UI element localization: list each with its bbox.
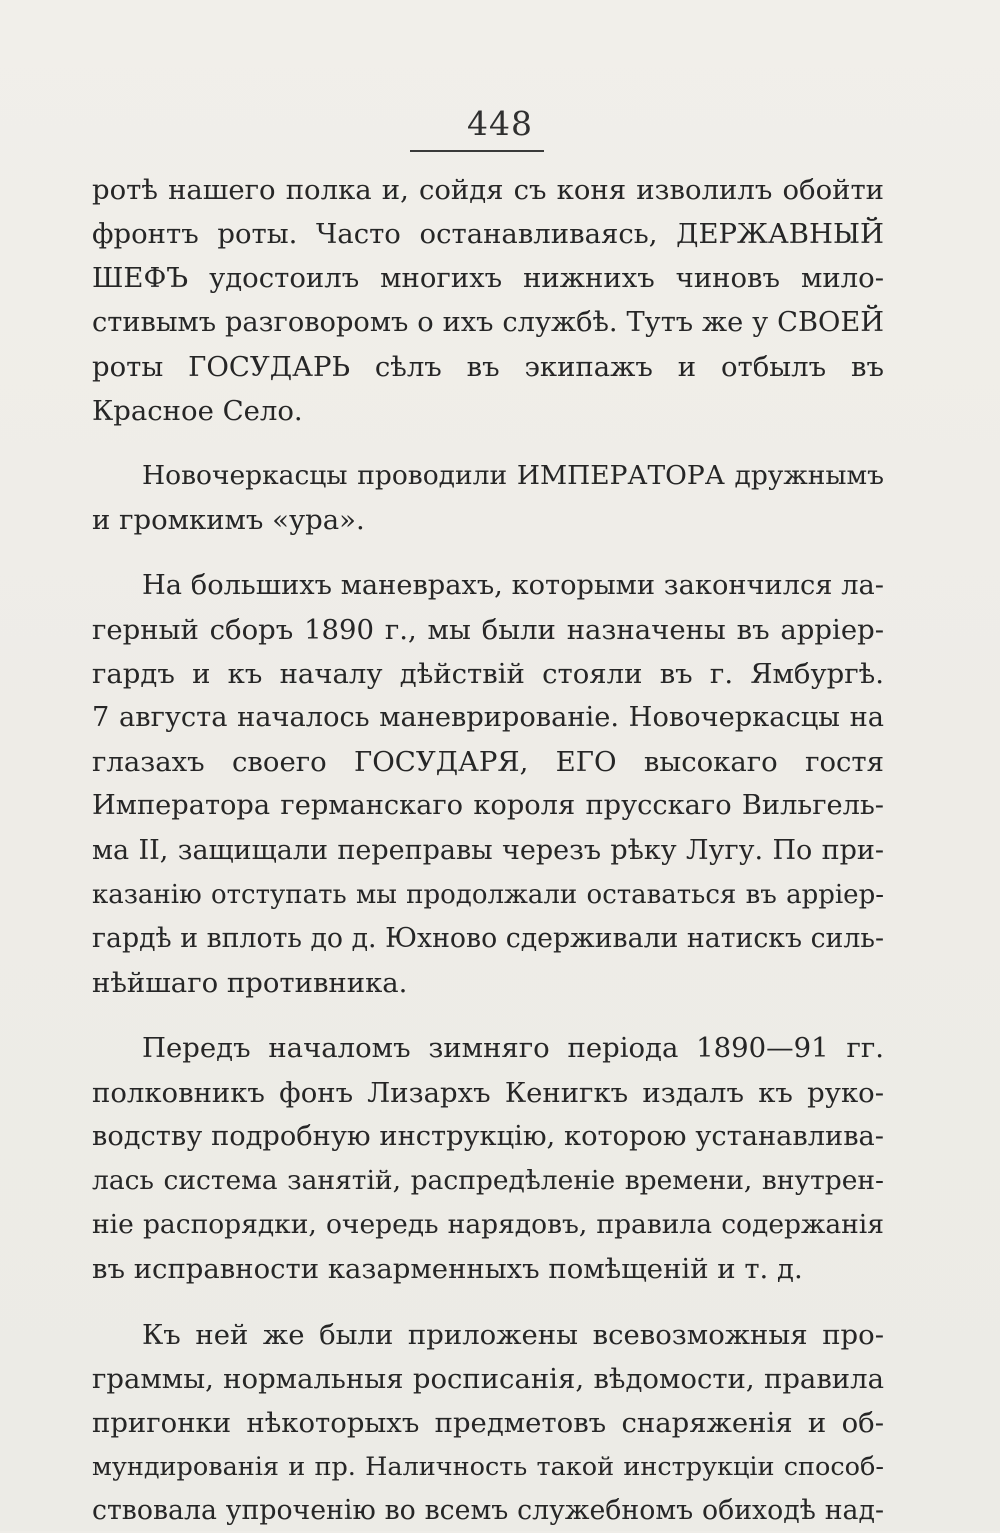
text-line: нiе распорядки, очередь нарядовъ, правила содержанiя <box>92 1203 884 1247</box>
text-line: герный сборъ 1890 г., мы были назначены въ аррiер- <box>92 608 884 652</box>
text-line: и громкимъ «ура». <box>92 498 884 542</box>
text-line: лась система занятiй, распредѣленiе времени, внутрен- <box>92 1159 884 1203</box>
text-line: стивымъ разговоромъ о ихъ службѣ. Тутъ же у СВОЕЙ <box>92 301 884 345</box>
text-line: На большихъ маневрахъ, которыми закончился ла- <box>92 564 884 608</box>
paragraph-4 <box>92 1026 884 1291</box>
text-line: казанiю отступать мы продолжали оставаться въ аррiер- <box>92 873 884 917</box>
text-line: нѣйшаго противника. <box>92 961 884 1005</box>
text-line: гардѣ и вплоть до д. Юхново сдерживали натискъ силь- <box>92 917 884 961</box>
paragraph-gap <box>92 1292 884 1313</box>
text-line: Новочеркасцы проводили ИМПЕРАТОРА дружнымъ <box>92 454 884 498</box>
paragraph-gap <box>92 543 884 564</box>
text-line: ротѣ нашего полка и, сойдя съ коня изволилъ обойти <box>92 168 884 212</box>
text-line: ШЕФЪ удостоилъ многихъ нижнихъ чиновъ мило- <box>92 256 884 300</box>
paragraph-1 <box>92 168 884 433</box>
text-line: въ исправности казарменныхъ помѣщенiй и т. д. <box>92 1247 884 1291</box>
text-line: Красное Село. <box>92 389 884 433</box>
page-number-rule <box>410 150 544 152</box>
text-line: пригонки нѣкоторыхъ предметовъ снаряженiя и об- <box>92 1401 884 1445</box>
text-line: фронтъ роты. Часто останавливаясь, ДЕРЖАВНЫЙ <box>92 212 884 256</box>
text-line: 7 августа началось маневрированiе. Новочеркасцы на <box>92 696 884 740</box>
text-line: граммы, нормальныя росписанiя, вѣдомости, правила <box>92 1357 884 1401</box>
paragraph-gap <box>92 433 884 454</box>
paragraph-3 <box>92 564 884 1006</box>
paragraph-gap <box>92 1005 884 1026</box>
text-line: глазахъ своего ГОСУДАРЯ, ЕГО высокаго гостя <box>92 740 884 784</box>
text-line: Передъ началомъ зимняго перiода 1890—91 гг. <box>92 1026 884 1070</box>
page-body-text <box>92 168 884 1533</box>
text-line: Императора германскаго короля прусскаго Вильгель- <box>92 784 884 828</box>
text-line: роты ГОСУДАРЬ сѣлъ въ экипажъ и отбылъ въ <box>92 345 884 389</box>
text-line: гардъ и къ началу дѣйствiй стояли въ г. Ямбургѣ. <box>92 652 884 696</box>
page-number: 448 <box>0 104 1000 143</box>
text-line: ма II, защищали переправы черезъ рѣку Лугу. По при- <box>92 829 884 873</box>
text-line: ствовала упроченiю во всемъ служебномъ обиходѣ над- <box>92 1489 884 1533</box>
text-line: Къ ней же были приложены всевозможныя про- <box>92 1313 884 1357</box>
paragraph-2 <box>92 454 884 542</box>
text-line: полковникъ фонъ Лизархъ Кенигкъ издалъ къ руко- <box>92 1071 884 1115</box>
text-line: водству подробную инструкцiю, которою устанавлива- <box>92 1115 884 1159</box>
paragraph-5 <box>92 1313 884 1533</box>
text-line: мундированiя и пр. Наличность такой инструкцiи способ- <box>92 1445 884 1489</box>
